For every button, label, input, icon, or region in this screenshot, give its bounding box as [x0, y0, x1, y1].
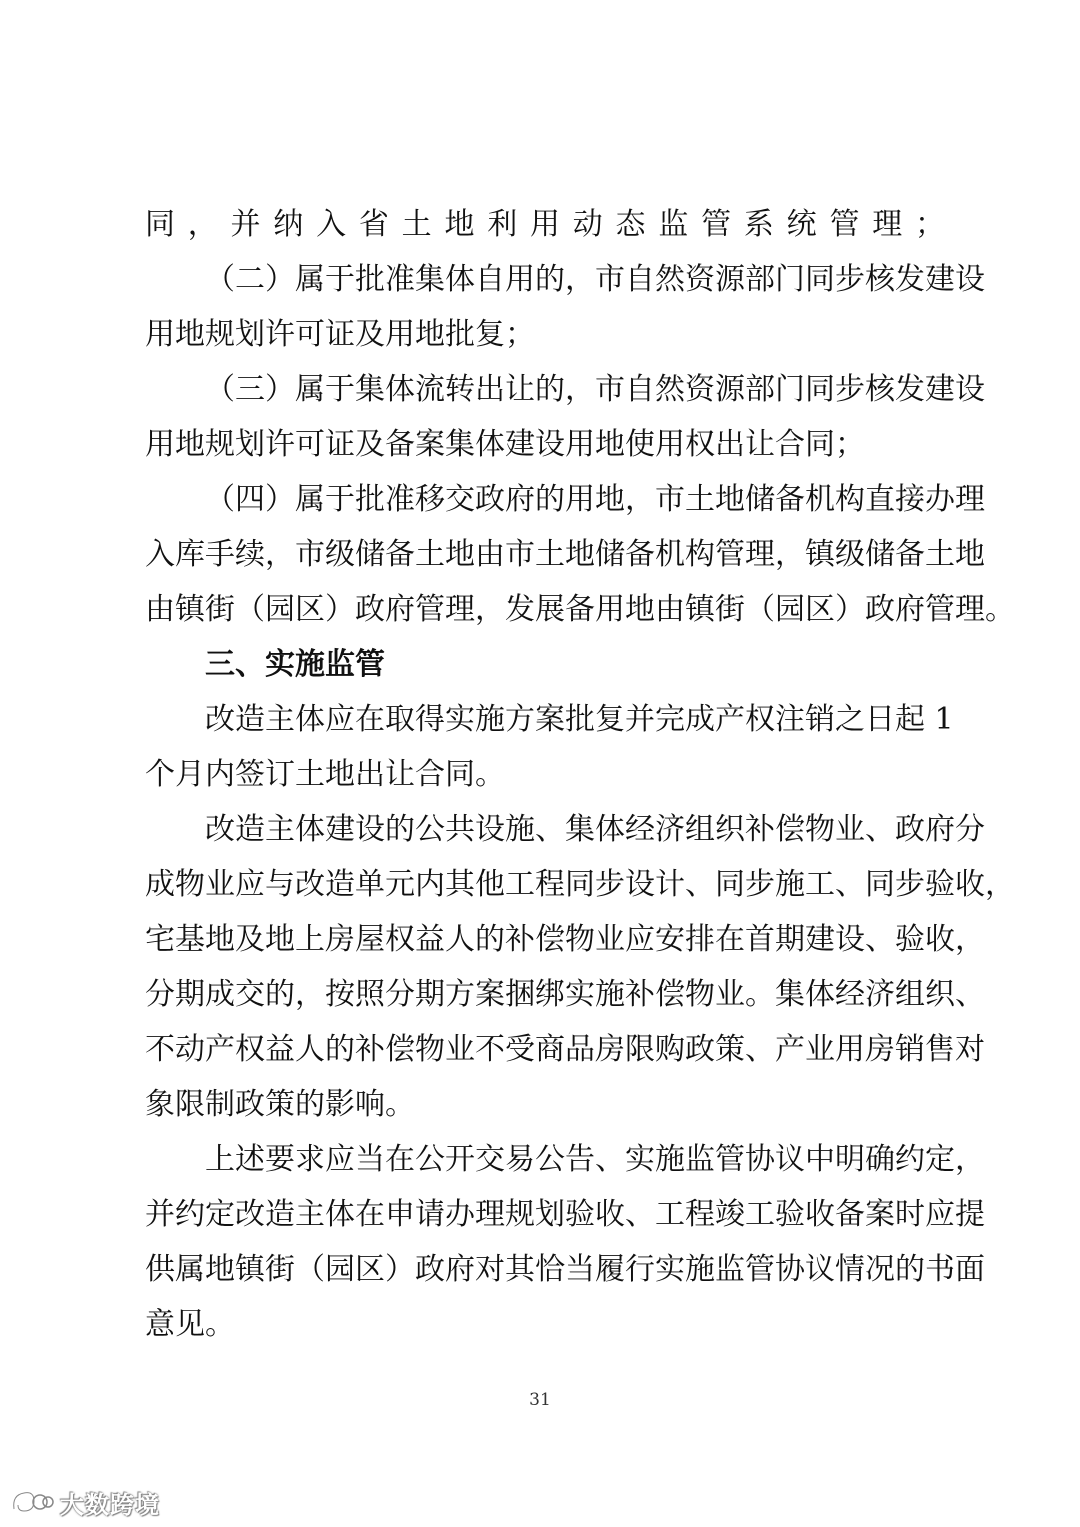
text-line: 由镇街（园区）政府管理，发展备用地由镇街（园区）政府管理。	[145, 592, 1015, 627]
text-line: 并约定改造主体在申请办理规划验收、工程竣工验收备案时应提	[145, 1197, 985, 1232]
page-number: 31	[529, 1390, 551, 1410]
text-line: 宅基地及地上房屋权益人的补偿物业应安排在首期建设、验收，	[145, 922, 985, 957]
list-item-2: （二）属于批准集体自用的，市自然资源部门同步核发建设	[205, 262, 985, 297]
text-line: 不动产权益人的补偿物业不受商品房限购政策、产业用房销售对	[145, 1032, 985, 1067]
text-line: 用地规划许可证及备案集体建设用地使用权出让合同；	[145, 427, 865, 462]
text-line: 意见。	[145, 1307, 235, 1342]
paragraph-start: 上述要求应当在公开交易公告、实施监管协议中明确约定，	[205, 1142, 985, 1177]
watermark	[10, 1484, 160, 1520]
section-heading: 三、实施监管	[205, 647, 385, 682]
paragraph-start: 改造主体建设的公共设施、集体经济组织补偿物业、政府分	[205, 812, 985, 847]
text-line: 同，并纳入省土地利用动态监管系统管理；	[145, 207, 945, 242]
text-line: 入库手续，市级储备土地由市土地储备机构管理，镇级储备土地	[145, 537, 985, 572]
list-item-3: （三）属于集体流转出让的，市自然资源部门同步核发建设	[205, 372, 985, 407]
logo-icon	[10, 1487, 54, 1517]
text-line: 成物业应与改造单元内其他工程同步设计、同步施工、同步验收，	[145, 867, 1015, 902]
text-line: 个月内签订土地出让合同。	[145, 757, 505, 792]
text-line: 用地规划许可证及用地批复；	[145, 317, 535, 352]
list-item-4: （四）属于批准移交政府的用地，市土地储备机构直接办理	[205, 482, 985, 517]
watermark-text: 大数跨境	[60, 1490, 160, 1519]
text-line: 供属地镇街（园区）政府对其恰当履行实施监管协议情况的书面	[145, 1252, 985, 1287]
paragraph-start: 改造主体应在取得实施方案批复并完成产权注销之日起 1	[205, 702, 954, 737]
text-line: 分期成交的，按照分期方案捆绑实施补偿物业。集体经济组织、	[145, 977, 985, 1012]
text-line: 象限制政策的影响。	[145, 1087, 415, 1122]
